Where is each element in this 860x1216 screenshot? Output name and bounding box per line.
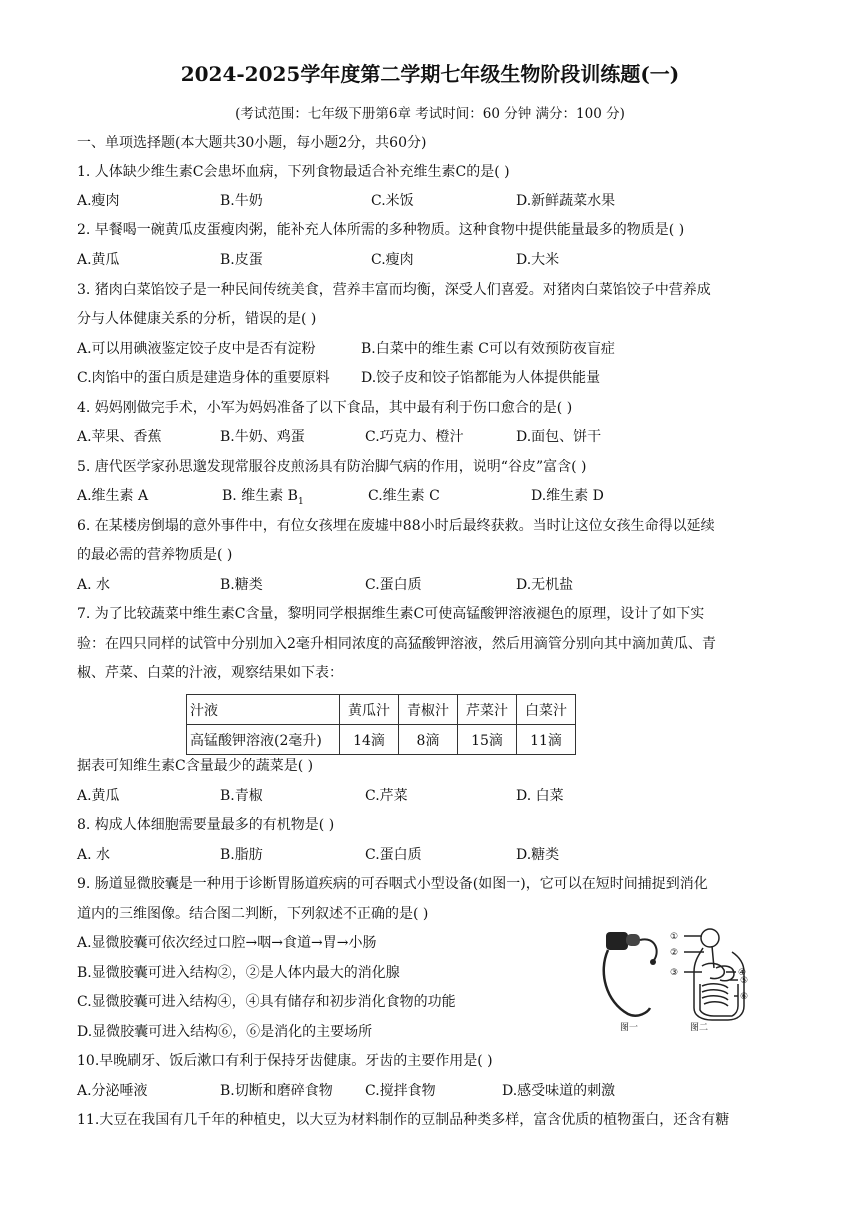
- q2-option-a[interactable]: A.黄瓜: [77, 252, 120, 268]
- q3-option-d[interactable]: D.饺子皮和饺子馅都能为人体提供能量: [361, 370, 601, 386]
- question-10: 10.早晚刷牙、饭后漱口有利于保持牙齿健康。牙齿的主要作用是( ): [77, 1053, 493, 1069]
- table-header-row: [187, 695, 576, 725]
- q1-option-a[interactable]: A.瘦肉: [77, 193, 120, 209]
- question-9-line-1: 9. 肠道显微胶囊是一种用于诊断胃肠道疾病的可吞咽式小型设备(如图一)，它可以在短时间捕捉到消化: [77, 876, 708, 892]
- figure-1-caption: 图一: [620, 1023, 639, 1033]
- q10-option-b[interactable]: B.切断和磨碎食物: [220, 1083, 333, 1099]
- table-header-cell: 白菜汁: [517, 695, 576, 725]
- exam-info: (考试范围：七年级下册第6章 考试时间：60 分钟 满分：100 分): [235, 106, 625, 122]
- q5-option-b-label: B. 维生素 B: [222, 488, 298, 504]
- label-2: ②: [670, 948, 679, 958]
- q10-option-a[interactable]: A.分泌唾液: [77, 1083, 148, 1099]
- q5-option-d[interactable]: D.维生素 D: [531, 488, 604, 504]
- q1-option-d[interactable]: D.新鲜蔬菜水果: [516, 193, 616, 209]
- table-cell: 15滴: [458, 725, 517, 755]
- q2-option-c[interactable]: C.瘦肉: [371, 252, 414, 268]
- q9-option-d[interactable]: D.显微胶囊可进入结构⑥，⑥是消化的主要场所: [77, 1024, 373, 1040]
- table-header-cell: 芹菜汁: [458, 695, 517, 725]
- q9-option-b[interactable]: B.显微胶囊可进入结构②，②是人体内最大的消化腺: [77, 965, 400, 981]
- q9-option-a[interactable]: A.显微胶囊可依次经过口腔→咽→食道→胃→小肠: [77, 935, 377, 951]
- digestive-system-image: [684, 929, 747, 1020]
- q3-option-b[interactable]: B.白菜中的维生素 C可以有效预防夜盲症: [361, 341, 615, 357]
- q5-option-c[interactable]: C.维生素 C: [368, 488, 440, 504]
- label-6: ⑥: [740, 992, 749, 1002]
- q1-option-c[interactable]: C.米饭: [371, 193, 414, 209]
- table-row: [187, 725, 576, 755]
- q9-option-c[interactable]: C.显微胶囊可进入结构④，④具有储存和初步消化食物的功能: [77, 994, 456, 1010]
- q8-option-b[interactable]: B.脂肪: [220, 847, 263, 863]
- question-7-line-3: 椒、芹菜、白菜的汁液，观察结果如下表：: [77, 665, 343, 681]
- q2-option-d[interactable]: D.大米: [516, 252, 560, 268]
- question-6-line-2: 的最必需的营养物质是( ): [77, 547, 233, 563]
- q7-option-c[interactable]: C.芹菜: [365, 788, 408, 804]
- q7-option-a[interactable]: A.黄瓜: [77, 788, 120, 804]
- question-9-line-2: 道内的三维图像。结合图二判断，下列叙述不正确的是( ): [77, 906, 429, 922]
- section-heading: 一、单项选择题(本大题共30小题，每小题2分，共60分): [77, 135, 427, 151]
- q7-option-d[interactable]: D. 白菜: [516, 788, 564, 804]
- q5-option-a[interactable]: A.维生素 A: [77, 488, 149, 504]
- data-table: [186, 694, 576, 755]
- question-8: 8. 构成人体细胞需要量最多的有机物是( ): [77, 817, 335, 833]
- label-3: ③: [670, 968, 679, 978]
- q3-option-a[interactable]: A.可以用碘液鉴定饺子皮中是否有淀粉: [77, 341, 316, 357]
- q8-option-c[interactable]: C.蛋白质: [365, 847, 422, 863]
- q6-option-c[interactable]: C.蛋白质: [365, 577, 422, 593]
- q4-option-c[interactable]: C.巧克力、橙汁: [365, 429, 464, 445]
- q2-option-b[interactable]: B.皮蛋: [220, 252, 263, 268]
- q5-option-b[interactable]: [222, 486, 304, 512]
- question-1: 1. 人体缺少维生素C会患坏血病，下列食物最适合补充维生素C的是( ): [77, 164, 510, 180]
- question-7-line-1: 7. 为了比较蔬菜中维生素C含量，黎明同学根据维生素C可使高锰酸钾溶液褪色的原理，设计了如下实: [77, 606, 705, 622]
- question-7-followup: 据表可知维生素C含量最少的蔬菜是( ): [77, 758, 314, 774]
- subscript-1: 1: [297, 496, 304, 507]
- table-cell: 8滴: [399, 725, 458, 755]
- q3-option-c[interactable]: C.肉馅中的蛋白质是建造身体的重要原料: [77, 370, 330, 386]
- label-4: ④: [738, 968, 747, 978]
- question-11: 11.大豆在我国有几千年的种植史，以大豆为材料制作的豆制品种类多样，富含优质的植物蛋白，还含有糖: [77, 1112, 730, 1128]
- question-3-line-1: 3. 猪肉白菜馅饺子是一种民间传统美食，营养丰富而均衡，深受人们喜爱。对猪肉白菜馅饺子中营养成: [77, 282, 711, 298]
- q7-option-b[interactable]: B.青椒: [220, 788, 263, 804]
- table-header-cell: 汁液: [187, 695, 340, 725]
- q6-option-a[interactable]: A. 水: [77, 577, 111, 593]
- q4-option-a[interactable]: A.苹果、香蕉: [77, 429, 162, 445]
- q1-option-b[interactable]: B.牛奶: [220, 193, 263, 209]
- table-cell: 高锰酸钾溶液(2毫升): [187, 725, 340, 755]
- q6-option-b[interactable]: B.糖类: [220, 577, 263, 593]
- question-6-line-1: 6. 在某楼房倒塌的意外事件中，有位女孩埋在废墟中88小时后最终获救。当时让这位女孩生命得以延续: [77, 518, 715, 534]
- table-cell: 11滴: [517, 725, 576, 755]
- q4-option-b[interactable]: B.牛奶、鸡蛋: [220, 429, 305, 445]
- q10-option-d[interactable]: D.感受味道的刺激: [502, 1083, 616, 1099]
- question-4: 4. 妈妈刚做完手术，小军为妈妈准备了以下食品，其中最有利于伤口愈合的是( ): [77, 400, 573, 416]
- q6-option-d[interactable]: D.无机盐: [516, 577, 574, 593]
- q8-option-d[interactable]: D.糖类: [516, 847, 560, 863]
- table-header-cell: 黄瓜汁: [340, 695, 399, 725]
- figure-2-caption: 图二: [690, 1023, 709, 1033]
- label-1: ①: [670, 932, 679, 942]
- question-7-line-2: 验：在四只同样的试管中分别加入2毫升相同浓度的高猛酸钾溶液，然后用滴管分别向其中滴加黄瓜、青: [77, 636, 716, 652]
- q8-option-a[interactable]: A. 水: [77, 847, 111, 863]
- table-cell: 14滴: [340, 725, 399, 755]
- figure-drawing: [598, 922, 778, 1034]
- question-3-line-2: 分与人体健康关系的分析，错误的是( ): [77, 311, 317, 327]
- label-5: ⑤: [740, 976, 749, 986]
- question-5: 5. 唐代医学家孙思邈发现常服谷皮煎汤具有防治脚气病的作用，说明“谷皮”富含( ): [77, 459, 587, 475]
- q4-option-d[interactable]: D.面包、饼干: [516, 429, 602, 445]
- q10-option-c[interactable]: C.搅拌食物: [365, 1083, 436, 1099]
- question-2: 2. 早餐喝一碗黄瓜皮蛋瘦肉粥，能补充人体所需的多种物质。这种食物中提供能量最多的物质是( ): [77, 222, 685, 238]
- table-header-cell: 青椒汁: [399, 695, 458, 725]
- page-title: 2024-2025学年度第二学期七年级生物阶段训练题(一): [180, 62, 680, 86]
- digestive-system-figure: [598, 922, 778, 1034]
- capsule-device-image: [604, 932, 657, 1016]
